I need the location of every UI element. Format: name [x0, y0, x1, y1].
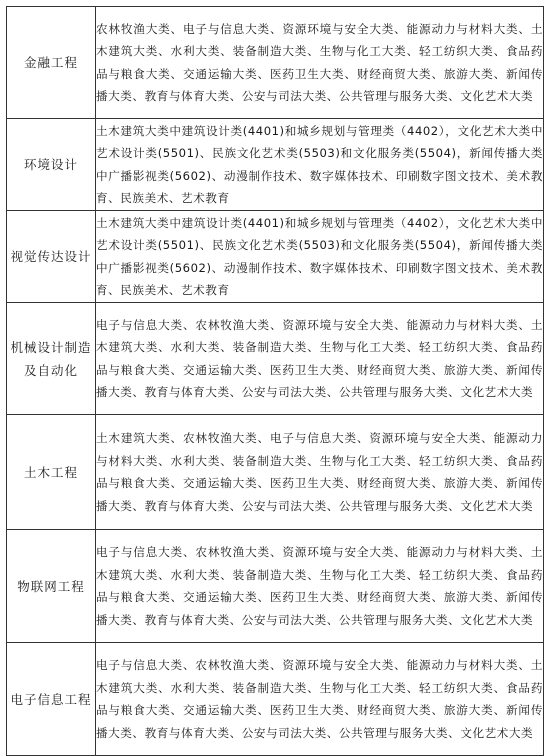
eligible-categories: 农林牧渔大类、电子与信息大类、资源环境与安全大类、能源动力与材料大类、土木建筑大类、水利大类、装备制造大类、生物与化工大类、轻工纺织大类、食品药品与粮食大类、交通运输大类、医药卫生大类、财经商贸大类、旅游大类、新闻传播大类、教育与体育大类、公安与司法大类、公共管理与服务大类、文化艺术大类: [96, 7, 544, 119]
major-name: 土木工程: [7, 415, 96, 530]
table-row: [7, 211, 544, 303]
major-name: 视觉传达设计: [7, 211, 96, 303]
eligible-categories: 电子与信息大类、农林牧渔大类、资源环境与安全大类、能源动力与材料大类、土木建筑大类、水利大类、装备制造大类、生物与化工大类、轻工纺织大类、食品药品与粮食大类、交通运输大类、医药卫生大类、财经商贸大类、旅游大类、新闻传播大类、教育与体育大类、公安与司法大类、公共管理与服务大类、文化艺术大类: [96, 530, 544, 643]
eligible-categories: 土木建筑大类、农林牧渔大类、电子与信息大类、资源环境与安全大类、能源动力与材料大类、水利大类、装备制造大类、生物与化工大类、轻工纺织大类、食品药品与粮食大类、交通运输大类、医药卫生大类、财经商贸大类、旅游大类、新闻传播大类、教育与体育大类、公安与司法大类、公共管理与服务大类、文化艺术大类: [96, 415, 544, 530]
table-row: [7, 7, 544, 119]
major-name: 电子信息工程: [7, 643, 96, 756]
table-row: [7, 643, 544, 756]
table-row: [7, 530, 544, 643]
major-name: 机械设计制造及自动化: [7, 303, 96, 415]
majors-table: [6, 6, 544, 756]
table-row: [7, 303, 544, 415]
eligible-categories: 电子与信息大类、农林牧渔大类、资源环境与安全大类、能源动力与材料大类、土木建筑大类、水利大类、装备制造大类、生物与化工大类、轻工纺织大类、食品药品与粮食大类、交通运输大类、医药卫生大类、财经商贸大类、旅游大类、新闻传播大类、教育与体育大类、公安与司法大类、公共管理与服务大类、文化艺术大类: [96, 303, 544, 415]
eligible-categories: 土木建筑大类中建筑设计类(4401)和城乡规划与管理类（4402），文化艺术大类中艺术设计类(5501)、民族文化艺术类(5503)和文化服务类(5504)，新闻传播大类中广播影视类(5602)、动漫制作技术、数字媒体技术、印刷数字图文技术、美术教育、民族美术、艺术教育: [96, 211, 544, 303]
major-name: 环境设计: [7, 119, 96, 211]
table-row: [7, 119, 544, 211]
eligible-categories: 电子与信息大类、农林牧渔大类、资源环境与安全大类、能源动力与材料大类、土木建筑大类、水利大类、装备制造大类、生物与化工大类、轻工纺织大类、食品药品与粮食大类、交通运输大类、医药卫生大类、财经商贸大类、旅游大类、新闻传播大类、教育与体育大类、公安与司法大类、公共管理与服务大类、文化艺术大类: [96, 643, 544, 756]
major-name: 物联网工程: [7, 530, 96, 643]
table-row: [7, 415, 544, 530]
eligible-categories: 土木建筑大类中建筑设计类(4401)和城乡规划与管理类（4402），文化艺术大类中艺术设计类(5501)、民族文化艺术类(5503)和文化服务类(5504)，新闻传播大类中广播影视类(5602)、动漫制作技术、数字媒体技术、印刷数字图文技术、美术教育、民族美术、艺术教育: [96, 119, 544, 211]
major-name: 金融工程: [7, 7, 96, 119]
